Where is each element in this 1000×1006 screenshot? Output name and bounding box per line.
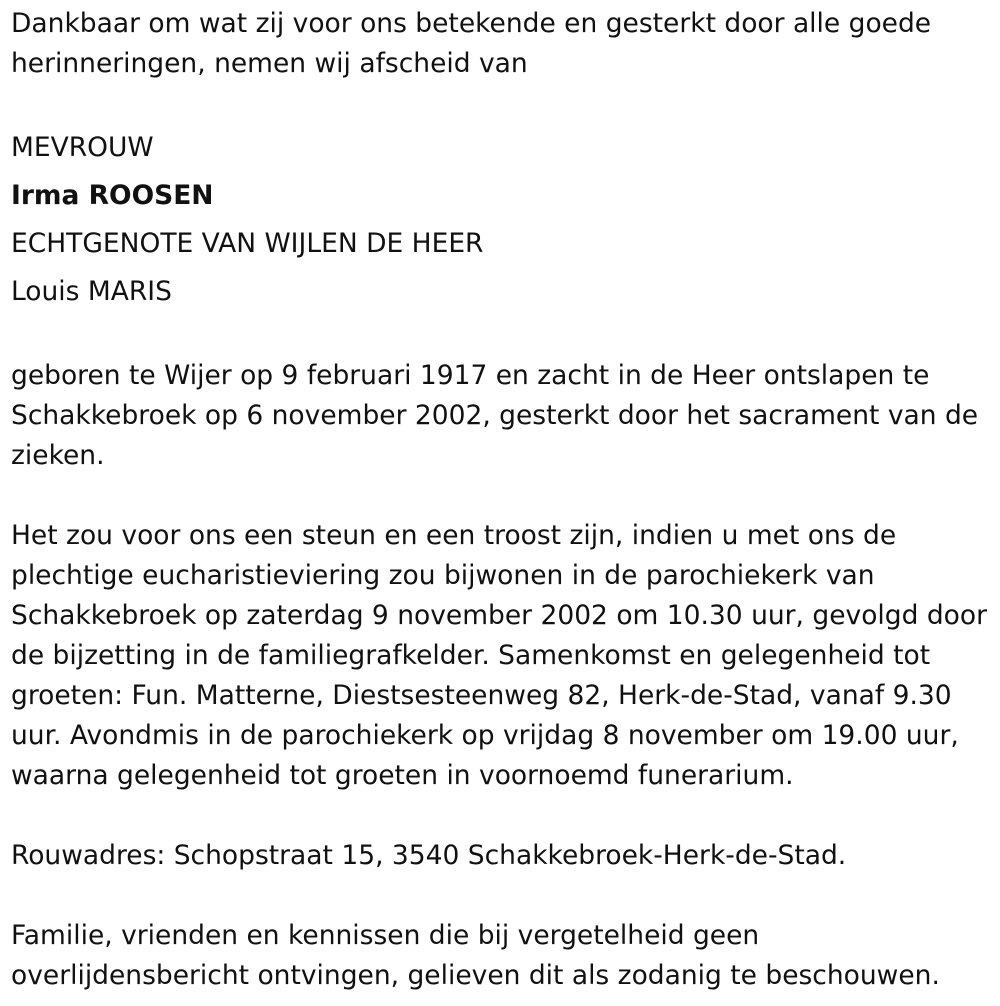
ceremony-line: groeten: Fun. Matterne, Diestsesteenweg 82, Herk-de-Stad, vanaf 9.30	[11, 680, 952, 711]
intro-line: Dankbaar om wat zij voor ons betekende en gesterkt door alle goede	[11, 8, 932, 39]
spacer	[11, 476, 990, 516]
deceased-block	[11, 124, 990, 316]
closing-line: Familie, vrienden en kennissen die bij vergetelheid geen	[11, 920, 760, 951]
ceremony-paragraph	[11, 516, 990, 796]
spacer	[11, 876, 990, 916]
deceased-relation: ECHTGENOTE VAN WIJLEN DE HEER	[11, 228, 484, 259]
ceremony-line: Het zou voor ons een steun en een troost zijn, indien u met ons de	[11, 520, 897, 551]
intro-paragraph	[11, 4, 990, 84]
spacer	[11, 316, 990, 356]
closing-line: overlijdensbericht ontvingen, gelieven dit als zodanig te beschouwen.	[11, 960, 940, 991]
birth-death-line: zieken.	[11, 440, 105, 471]
birth-death-line: Schakkebroek op 6 november 2002, gesterkt door het sacrament van de	[11, 400, 979, 431]
mourning-address-line: Rouwadres: Schopstraat 15, 3540 Schakkebroek-Herk-de-Stad.	[11, 840, 847, 871]
birth-death-line: geboren te Wijer op 9 februari 1917 en zacht in de Heer ontslapen te	[11, 360, 930, 391]
deceased-title: MEVROUW	[11, 132, 154, 163]
spouse-name: Louis MARIS	[11, 276, 172, 307]
ceremony-line: plechtige eucharistieviering zou bijwonen in de parochiekerk van	[11, 560, 875, 591]
mourning-address	[11, 836, 990, 876]
deceased-name: Irma ROOSEN	[11, 180, 214, 211]
ceremony-line: uur. Avondmis in de parochiekerk op vrijdag 8 november om 19.00 uur,	[11, 720, 959, 751]
ceremony-line: de bijzetting in de familiegrafkelder. Samenkomst en gelegenheid tot	[11, 640, 931, 671]
spacer	[11, 84, 990, 124]
ceremony-line: Schakkebroek op zaterdag 9 november 2002 om 10.30 uur, gevolgd door	[11, 600, 987, 631]
closing-paragraph	[11, 916, 990, 996]
ceremony-line: waarna gelegenheid tot groeten in voornoemd funerarium.	[11, 760, 794, 791]
birth-death-paragraph	[11, 356, 990, 476]
spacer	[11, 796, 990, 836]
intro-line: herinneringen, nemen wij afscheid van	[11, 48, 528, 79]
